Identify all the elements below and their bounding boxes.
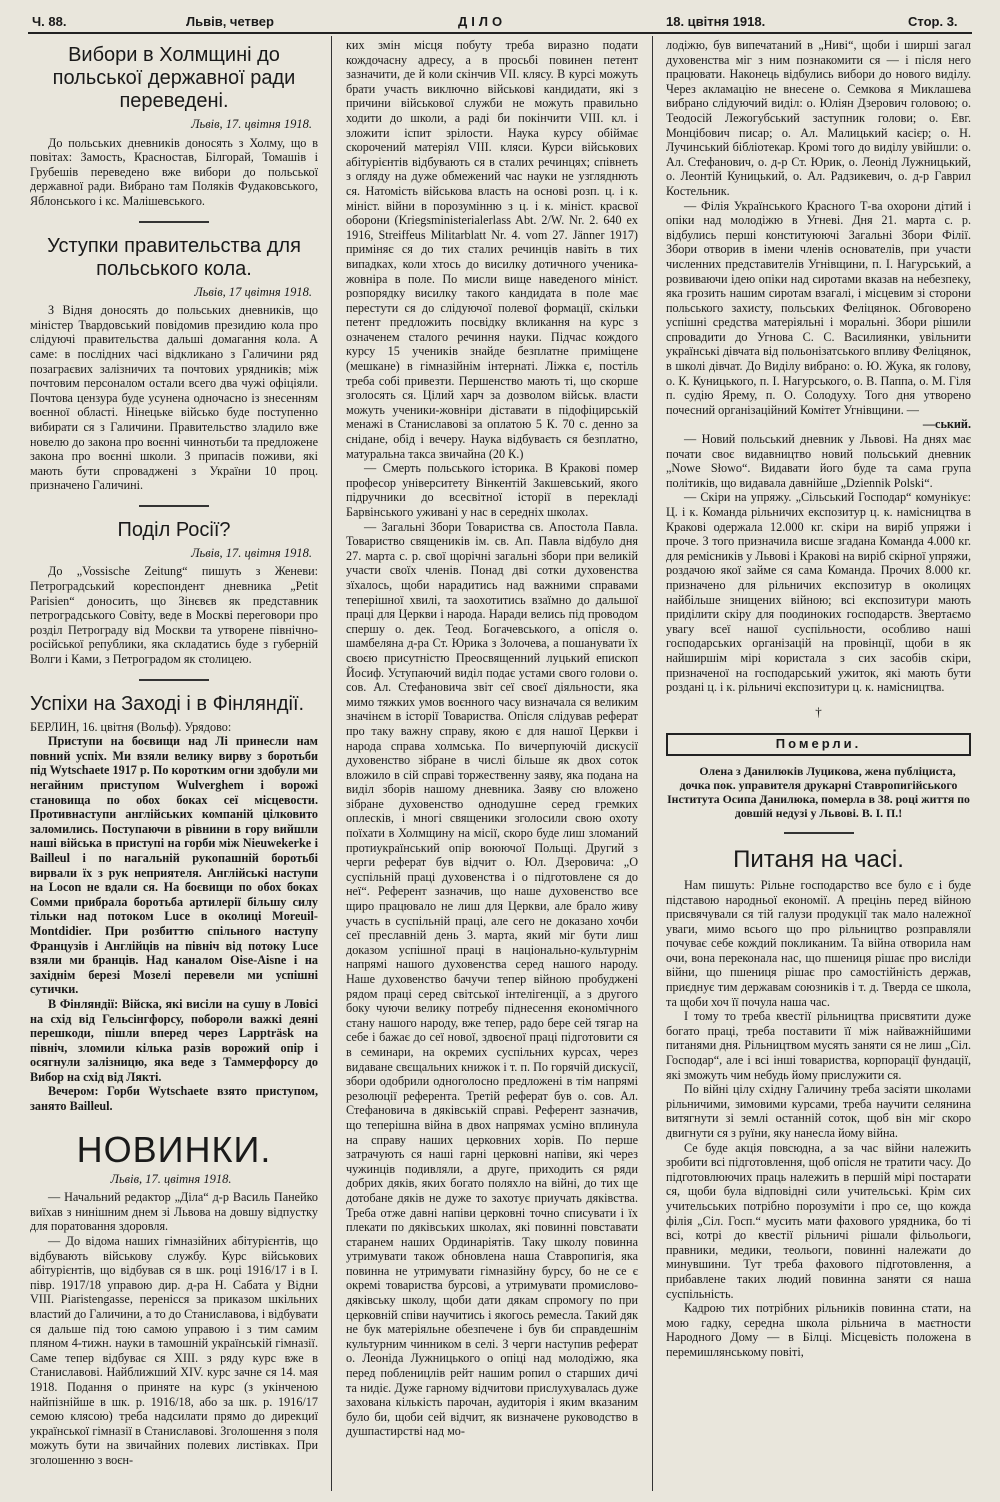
column-3	[666, 38, 971, 1493]
column-rule-2	[652, 36, 653, 1491]
article-body: І тому то треба квестії рільництва присвятити дуже богато праці, треба поставити її між найважнійшими питанями дня. Рільництвом мусять заняти ся не лиш „Сіл. Господар“, але і всі інші товариства, корпорації фундації, які зможуть чим небудь йому прислужити ся.	[666, 1009, 971, 1082]
news-item-continued: ких змін місця побуту треба виразно подати кождочасну адресу, а в просьбі повинен петент зазначити, де й коли скінчив VII. клясу. В курсі можуть брати участь виключно військові кандидати, які з причини військової служби не можуть правильно ходити до школи, а раді би покінчити VIII. кл. і зложити іспит зрілости. Наука курсу обіймає скорочений матеріял VIII. кляси. Курси військових абітурієнтів відбувають ся в сталих речинцях; співнеть з огляду на дуже обмежений час науки не узгляднють ся. Натомість військова власть на основі розп. ц. і к. мініст. війни в порозумінню з ц. і к. мініст. красвої оборони (Kriegsministerialerlass Abt. 2/W. Nr. 2. 640 ex 1916, Streiffeus Militarblatt Nr. 4. vom 27. Jänner 1917) приміняє ся до тих сталих речинців навіть в тих випадках, коли хтось до висилку дотичного ученика-жовніра в поле. По мисли вище наведеного мініст. розпорядку висилку такого кандидата в поле має перестути ся до слідуючої полевої формації, скільки петент предложить посвідку вкликання на курс з означенем сталого речиння науки. Підчас кождого курсу 15 учеників знайде безплатне приміщене (мешкане) в гімназійнім інтернаті. Ліжка є, постіль треба собі привезти. Першенство мають ті, що скорше зголосять ся. Цілий харч за дозволом військ. власти можуть ученики-жовніри діставати в підофіцирській менажі в Станиславові за оплатою 5 К. 70 с. денно за снідане, обід і вечеру. Наука відбуваєть ся безплатно, матуральна такса звичайна (20 К.)	[346, 38, 638, 461]
news-item: — Скіри на упряжу. „Сільський Господар“ комунікує: Ц. і к. Команда рільничих експозитур ц. к. намісництва в Кракові одержала 12.000 кг. скіри на виріб упряжи і проче. З того призначила висше згадана Команда 4.000 кг. для ремісників у Львові і Кракові на виріб скірної упряжи, роздачою якої займе ся сама Команда. Прочих 8.000 кг. призначено для рільничих експозитур в околицях найбільше знищених війною; всі експозитури мають приділити скіру для поодиноких господарств. Звертаємо увагу всеї нашої суспільности, особливо наші господарських організацій на провінції, щоби в як найширшім мірі користала з сих засобів скіри, призначеної на господарський ужиток, які мають бути роздані ц. і к. рільничі експозитури ц. к. намісництва.	[666, 490, 971, 695]
article-title-west-finland: Успіхи на Заході і в Фінляндії.	[30, 692, 305, 715]
separator	[139, 679, 209, 681]
news-item: — Новий польський дневник у Львові. На днях має почати своє видавництво новий польський дневник „Nowe Słowo“. Видавати його буде та сама група політиків, що видавала давнійше „Dziennik Polski“.	[666, 432, 971, 490]
header-rule	[28, 32, 972, 34]
column-1	[30, 38, 318, 1493]
news-section-title: НОВИНКИ.	[76, 1128, 272, 1170]
news-item: — До відома наших гімназійних абітурієнтів, що відбувають військову службу. Курс військових абітурієнтів, що відбував ся в шк. році 1916/17 і в І. півр. 1917/18 управою дир. д-ра Н. Сабата у Відни VIII. Piaristengasse, перенісся за приказом шкільних властий до Галичини, а то до Станиславова, і відбувати ся дальше під тою самою управою і з тим самим пляном 4-тижн. науки в тамошній українській гімназії. Саме тепер відбуває ся XIII. з ряду курс вже в Станиславові. Найближший XIV. курс зачне ся 14. мая 1918. Подання о приняте на курс (з укінченою найпізнійше в шк. р. 1916/18, або за шк. р. 1916/17 семою клясою) треба надсилати прямо до дирекциї української гімназії в Станиславові. Зголошення з поля можуть бути на звичайних полевих листівках. При зголошенню з воєн-	[30, 1234, 318, 1467]
article-body: Се буде акція повсюдна, а за час війни належить зробити всі підготовлення, щоб опісля не тратити часу. До підготовлюючих праць належить в першій мірі постарати ся, щоби була відповідні сили учительські. Крім сих учительських потрібно порозуміти і про се, що кожда філія „Сіл. Госп.“ мусить мати фахового урядника, бо ті всі, котрі до квестії рільничі рішали фільольоги, правники, медики, теольоги, повинні належати до минувшини. Тут треба фахового підготовлення, а прибавлене таких людий повинна заняти ся наша суспільність.	[666, 1140, 971, 1301]
issue-date: 18. цвітня 1918.	[666, 14, 766, 29]
page-number: Стор. 3.	[908, 14, 958, 29]
dateline: Львів, 17 цвітня 1918.	[194, 284, 312, 299]
signature: —ський.	[922, 417, 971, 432]
cross-icon: †	[815, 703, 822, 719]
issue-number: Ч. 88.	[32, 14, 67, 29]
news-item: — Начальний редактор „Діла“ д-р Василь Панейко виїхав з нинішним днем зі Львова на довшу відпустку для поратовання здоровля.	[30, 1190, 318, 1234]
obituary-text: Олена з Данилюків Луцикова, жена публіциста, дочка пок. управителя друкарні Ставропигійського Інститута Осипа Данилюка, померла в 38. році життя по довшій недузі у Львові. В. І. П.!	[667, 763, 970, 820]
article-body: Вечером: Горби Wytschaete взято приступом, занято Bailleul.	[30, 1084, 318, 1114]
article-body: З Відня доносять до польських дневників, що міністер Твардовський повідомив президию кола про слідуючі правительства дальші домагання кола. А саме: в послідних часі відкликано з Галичини ряд позаграєвих залізничих та почтових урядників; між почтовим персоналом остали всего два чужі офіціяли. Почтова цензура буде усунена одночасно із знесенням воєнної області. Нінецьке військо буде поступенно вибирати ся з Галичини. Правительство зладило вже новелю до закона про воєнні чиннотьби та предложене закона про воєнні школи. З припасів поживи, які мають бути спроваджені з України 10 проц. призначено Галичині.	[30, 303, 318, 493]
article-title-timely-questions: Питаня на часі.	[733, 845, 904, 873]
dateline: Львів, 17. цвітня 1918.	[110, 1171, 232, 1186]
dateline: Львів, 17. цвітня 1918.	[191, 545, 312, 560]
article-body: По війні цілу східну Галичину треба засіяти школами рільничими, зимовими курсами, треба научити селянина витягнути зі землі останній соток, щоб він міг скоро двигнути ся з руїни, яку нанесла йому війна.	[666, 1082, 971, 1140]
column-2	[346, 38, 638, 1493]
column-rule-1	[331, 36, 332, 1491]
news-item: — Загальні Збори Товариства св. Апостола Павла. Товариство священиків ім. св. Ап. Павла відбуло дня 27. марта с. р. свої щорічні загальні збори при великій участи своїх членів. Понад дві сотки духовенства зїхалось, щоби нарадитись над важними справами теперішної хвилі, та заохотитись взаїмно до дальшої праці для Церкви і народа. Наради велись під проводом спершу о. дек. Теод. Богачевського, а опісля о. шамбеляна д-ра Ст. Юрика з Золочева, а пошанувати їх своєю присутністю Преосвященний луцький епископ Йосиф. Уступаючий виділ подає устами свого голови о. сов. Ал. Стефановича звіт сеї своєї діяльности, яка мимо тяжких умов воєнного часу визначала ся великим значінєм в історії Товариства. Опісля слідував реферат про таку важну справу, якою є для нашої Церкви і народа справа холмська. По вичерпуючій дискусії духовенство зібране в числі більше як двох соток вложило в сій справі торжественну заяву, яка подана на виділ зборів нашому дневника. Заяву сю вложено зібране духовенство однодушне серед гремких оплесків, і многі священики зголосили свою охоту поїхати в Холмщину на місії, скоро буде лиш зломаний протиукраїнський опір воюючої Польщі. Другий з черги реферат був відчит о. Юл. Дзеровича: „О суспільній праці духовенства і о підготовлене ся до неї“. Референт зазначив, що наше духовенство все щиро працювало не лиш для Церкви, але брало живу участь в суспільній праці, але сего не доказано хочби сеї преславній день 3. марта, який міг бути лиш доказом успішної праці в національно-культурнім напрямі нашого духовенства серед нашого народу. Наше духовенство бачучи тепер війною пробуджені рядом праці серед світської інтелігенції, а з другого боку чуючи велику потребу піднесення економічного стану нашого народу, вже тепер, радо бере сей тягар на себе і бажає до сеї нової, здвоєної праці підготовити ся в семинари, на окремих суспільних курсах, через видаване свєщальних книжок і т. п. По горячій дискусії, збори одобрили одноголосно предложені в тім напрямі резолюції референта. Третій реферат був о. сов. Ал. Стефановича в дяківській справі. Референт зазначив, що теперішна війна в двох напрямах усміно вплинула на справу наших церковних хорів. По перше затрачують ся наші гарні церковні напіви, які через чужинців подивляли, а друге, приходить ся ряди добрих дяків, яких богато поляхло на війні, до тих ще дотобане дяків не дуже то захотує приучать дяківства. Треба отже давні напіви церковні точно списувати і їх плекати по дяківських школах, які повинні повставати старанем наших Ординаріятів. Таку школу повинна утримувати також обновлена наша Ставропигія, яка повинна не утримувати гімназійну бурсу, бо не се є окремі товариства бурсові, а утримувати промислово-дяківську школу, щоби дати дякам спромогу по при церковній співи научитись і якогось ремесла. Такий дяк не бук матеріяльне обезпечене і був би справдешнім культурним чинником в селі. З черги наступив реферат о. Леоніда Лужницького о опіці над молодіжю, яка перед побленицлів рейт нашим ропил о старших дичі та нидіє. Дуже гарному відчитови прислухувалась дуже захована кількість парочан, аудиторія і яким вказаним було би, щоби сей відчит, як визначене руководство в душпастирстві над мо-	[346, 519, 638, 1439]
article-body: В Фінляндії: Війска, які висіли на сушу в Ловісі на схід від Гельсінгфорсу, побороли важкі деяні перешкоди, пішли вперед через Lappträsk на північ, зломили кілька разів ворожий опір і осягнули залізницю, яка веде з Таммерфорсу до Вибор на схід від Лякті.	[30, 996, 318, 1084]
newspaper-title: ДІЛО	[458, 14, 507, 29]
news-item: — Смерть польського історика. В Кракові помер професор університету Вінкентій Закшевський, якого підручники до всесвітної історії в перекладі Барвінського уживані у нас в середніх школах.	[346, 461, 638, 519]
article-title-concessions: Уступки правительства для польського кола.	[47, 234, 301, 280]
article-lead: БЕРЛИН, 16. цвітня (Вольф). Урядово:	[30, 719, 232, 734]
page-header	[28, 12, 972, 32]
separator	[139, 505, 209, 507]
article-body: Кадрою тих потрібних рільників повинна стати, на мою гадку, середна школа рільнича в маєтности Народного Дому — в Білці. Місцевість положена в перемишлянському повіті,	[666, 1301, 971, 1359]
separator	[139, 221, 209, 223]
article-title-division-russia: Поділ Росії?	[117, 518, 231, 541]
article-body: До „Vossische Zeitung“ пишуть з Женеви: Петроградський кореспондент дневника „Petit Parisien“ доносить, що Зінєвєв як представник петроградського Совіту, веде в Москві переговори про розділ Петрограду від Москви та утворене північно-російської републики, яка складатись буде з губерній Волги і Ками, з Петроградом як столицею.	[30, 564, 318, 667]
article-body: До польських дневників доносять з Холму, що в повітах: Замость, Красностав, Білгорай, Томашів і Грубешів переведено вже вибори до польської державної ради. Вибрано там Поляків Фудаковського, Яблонського і кс. Малішевського.	[30, 135, 318, 208]
obituary-title: Померли.	[666, 733, 971, 756]
dateline: Львів, 17. цвітня 1918.	[191, 117, 312, 131]
separator	[784, 832, 854, 834]
article-title-kholm-elections: Вибори в Холмщині до польської державної ради переведені.	[52, 44, 296, 112]
news-item-continued: лодіжю, був випечатаний в „Ниві“, щоби і ширші загал духовенства міг з ним познакомити ся — і після него працювати. Наконець відбулись вибори до нового виділу. Через акламацію не внесене о. Семкова я Миклашева вибрано слідуючий виділ: о. Юліян Дзерович головою; о. Теодосій Лежогубський заступник голови; о. Евг. Монцібович писар; о. Ал. Малицький касієр; о. Н. Лучинський бібліотекар. Кромі того до виділу увійшли: о. Ал. Стефанович, о. д-р Ст. Юрик, о. Леонід Лужницький, о. Леонтій Куницький, о. Ал. Радзикевич, о. д-р Гаврил Костельник.	[666, 38, 971, 198]
article-body: Приступи на боєвищи над Лі принесли нам повний успіх. Ми взяли велику вирву з боротьби під Wytschaete 1917 р. По коротким огни здобули ми негайним приступом Wulverghem і ворожі становища по обох боках сеї місцевости. Противнаступи англійських компаній цілковито заломились. Поступаючи в рівнини в гору вийшли наші війська в приступі на горби між Nieuwekerke і Bailleul і по нагальній рукопашній боротьбі вирвали їх з рук неприятеля. Англійські наступи на Locon не вдали ся. На боєвищи по обох боках Сомми прибрала боротьба артилерії більшу силу тільки над потоком Luce в околиці Moreuil-Montdidier. При розбиттю спільного наступу Французів і Англійців на північ від потоку Luce взяли ми бранців. Над каналом Oise-Aisne і на західнім березі Мозелі перевели ми успішні сутички.	[30, 734, 318, 997]
place-day: Львів, четвер	[186, 14, 274, 29]
article-body: Нам пишуть: Рільне господарство все було є і буде підставою народньої економії. А прецінь перед війною присвячували ся тій галузи продукції так мало належної уваги, мимо всього що про рільництво розправляли почуває себе кождий покликаним. Та війна отворила нам очи, вона переконала нас, що пшениця рішає про висліди війни, що пшениця рішає про самостійність держав, приєднує тим державам союзників і т. д. Тверда се школа, та щоби хоч її почула наша час.	[666, 877, 971, 1009]
news-item: — Філія Українського Красного Т-ва охорони дітий і опіки над молодіжю в Угневі. Дня 21. марта с. р. відбулись перші конституюючі Загальні Збори Філії. Збори отворив в імени членів основателів, при участи численних представителів Угнівщини, п. І. Нагурський, а розвиваючи ідею опіки над сиротами вказав на небезпеку, яка грозить нашим сиротам взагалі, і місцевим зі сторони польського захисту, польських Феліцянок. Обговорено успішні средства матеріяльні і моральні. Збори рішили спровадити до Угнова С. С. Василиянки, увільнити українські дівчата від польонізатського впливу Феліцянок, в школі дівчат. До Виділу вибрано: о. Ю. Жука, як голову, о. К. Куницького, п. І. Нагурського, о. В. Паппа, о. М. Гіля п. судію Ярему, п. О. Солодуху. Того дня утворено почесний організаційний Комітет Угнівщини. —	[666, 198, 971, 417]
